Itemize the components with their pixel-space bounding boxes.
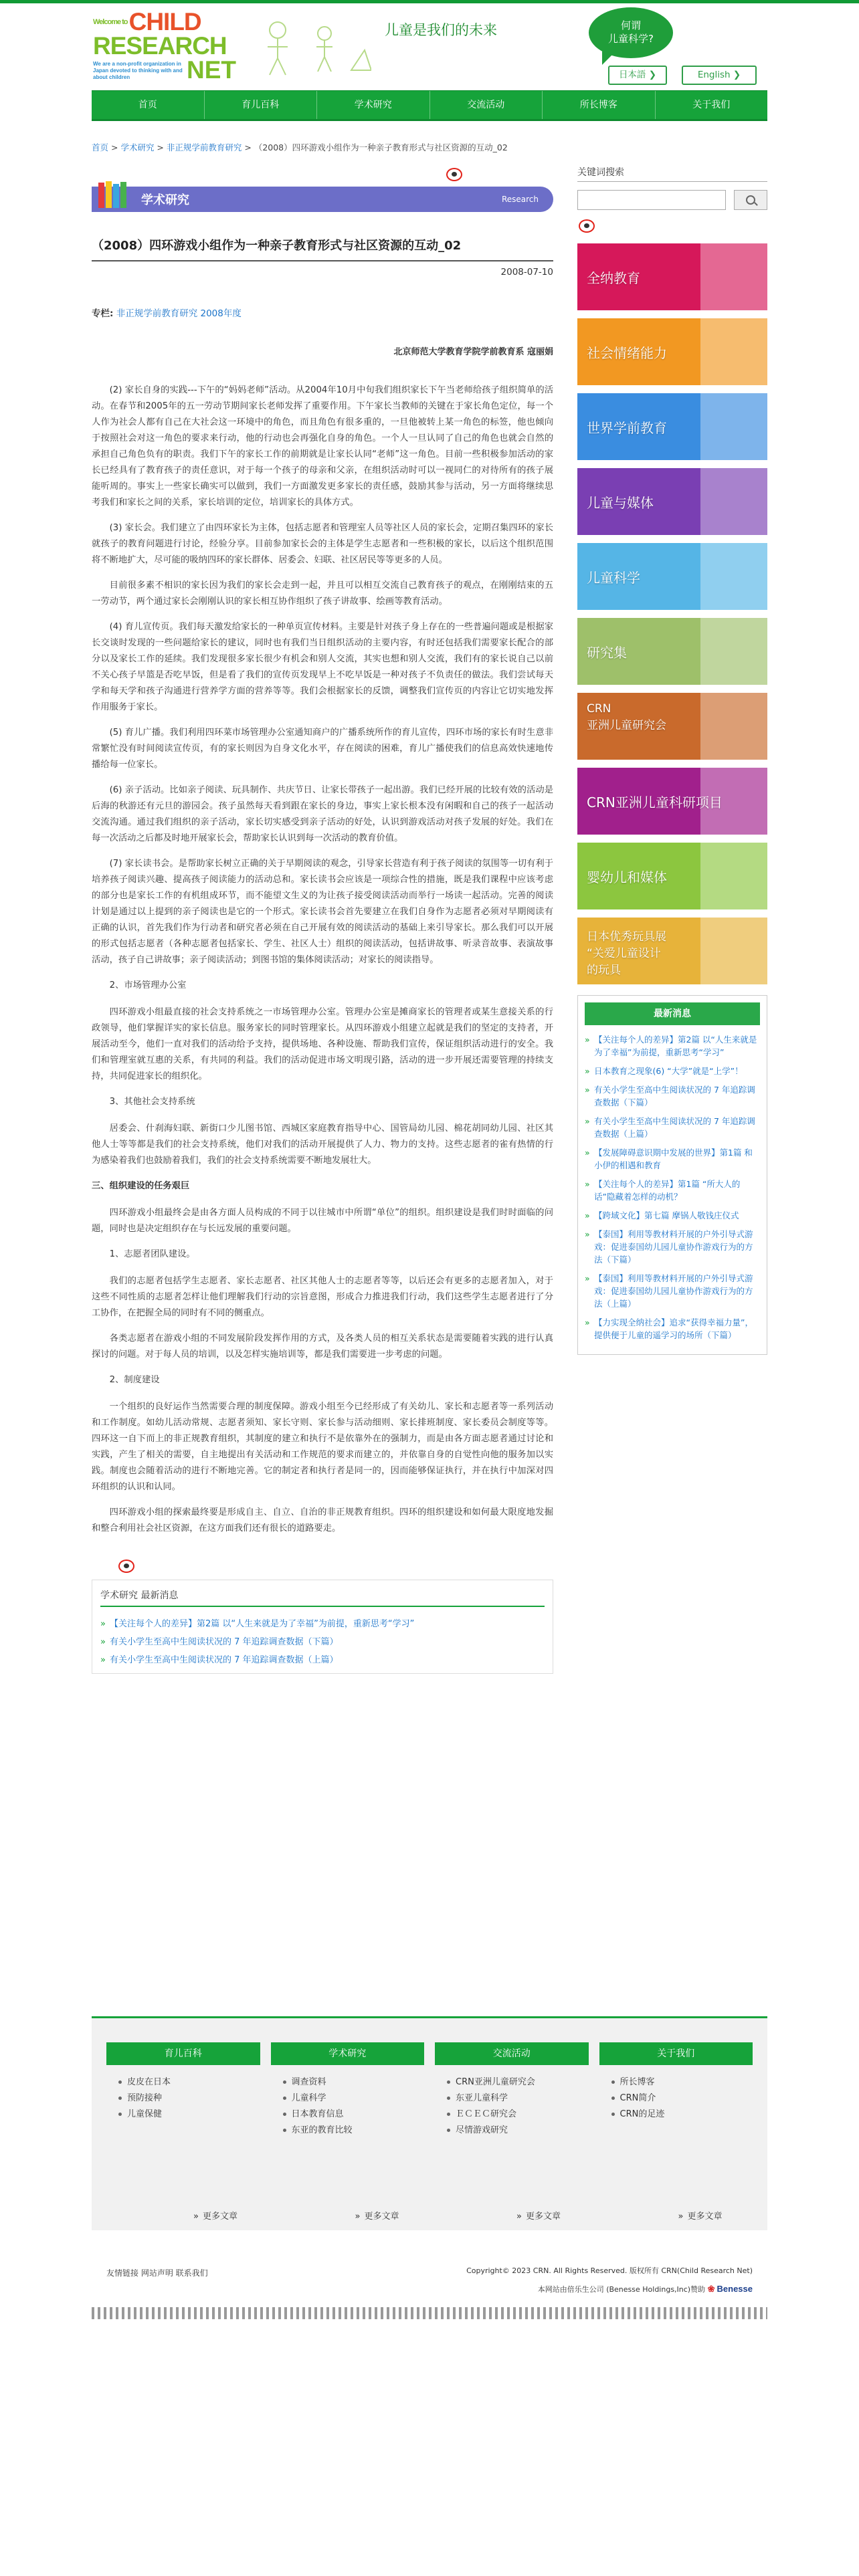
article-paragraph: (2) 家长自身的实践---下午的“妈妈老师”活动。从2004年10月中旬我们组织家长下午当老师给孩子组织简单的活动。在春节和2005年的五一劳动节期间家长老师发挥了重要作用。下午家长当教师的关键在于家长角色定位，每一个人作为社会人都有自己在大社会这一环境中的角色，而且角色有很多重的，一旦他被转上某一角色的标签，他也倾向于按照社会对这一角色的要求来行动，他的行动也会再强化自身的角色。一个人一旦认同了自己的角色也就会自然的承担自己角色负有的职责。我们下午的家长工作的前期就是让家长认同“老师”这一角色。目前一些积极参加活动的家长已经具有了教育孩子的责任意识，对于每一个孩子的母亲和父亲，在组织活动时可以一视同仁的对待所有的孩子展能听周的。事实上一些家长确实可以做到，我们一方面激发更多家长的责任感，鼓励其参与活动，另一方面将继续思考我们和家长之间的关系，家长培训的定位，培训家长的具体方式。 bbox=[92, 385, 553, 508]
sidebar-banner[interactable]: CRN 亚洲儿童研究会 bbox=[577, 693, 767, 760]
nav-exchange[interactable]: 交流活动 bbox=[430, 91, 543, 119]
article-paragraph: 我们的志愿者包括学生志愿者、家长志愿者、社区其他人士的志愿者等等，以后还会有更多的志愿者加入，对于这些不同性质的志愿者怎样让他们理解我们行动的宗旨意图，形成合力推进我们行动，我们这些学生志愿者进行了分工协作，在把握全局的同时有不同的侧重点。 bbox=[92, 1276, 553, 1318]
news-title: 最新消息 bbox=[585, 1002, 760, 1025]
news-item[interactable]: » 【泰国】利用等教材料开展的户外引导式游戏：促进泰国幼儿园儿童协作游戏行为的方法（上篇） bbox=[585, 1272, 760, 1310]
footer-link[interactable]: 儿童保健 bbox=[118, 2107, 260, 2123]
article-paragraph: (5) 育儿广播。我们利用四环菜市场管理办公室通知商户的广播系统所作的育儿宣传，四环市场的家长有时生意非常繁忙没有时间阅读宣传页，有的家长则因为自身文化水平，存在阅读的困难，育儿广播使我们的信息高效快速地传播给每一位家长。 bbox=[92, 728, 553, 770]
nav-research[interactable]: 学术研究 bbox=[317, 91, 430, 119]
more-link[interactable]: » 更多文章 bbox=[268, 2209, 430, 2222]
latest-title: 学术研究 最新消息 bbox=[100, 1588, 545, 1607]
sidebar-banner[interactable]: 全纳教育 bbox=[577, 243, 767, 310]
article-paragraph: (3) 家长会。我们建立了由四环家长为主体，包括志愿者和管理室人员等社区人员的家长会，定期召集四环的家长就孩子的教育问题进行讨论，经验分享。目前参加家长会的主体是学生志愿者和一些积极的家长，以后这个组织范围将不断地扩大，尽可能的吸纳四环的家长群体、居委会、妇联、社区居民等等更多的人员。 bbox=[92, 523, 553, 565]
latest-item[interactable]: » 有关小学生至高中生阅读状况的 7 年追踪调查数据（上篇） bbox=[100, 1651, 545, 1669]
footer-column bbox=[435, 2042, 589, 2139]
footer-link[interactable]: 所长博客 bbox=[611, 2074, 753, 2090]
latest-item[interactable]: » 有关小学生至高中生阅读状况的 7 年追踪调查数据（下篇） bbox=[100, 1633, 545, 1651]
banner-picture bbox=[700, 693, 767, 760]
weibo-icon[interactable] bbox=[446, 168, 462, 181]
article-paragraph: 3、其他社会支持系统 bbox=[109, 1097, 195, 1107]
site-header bbox=[92, 3, 767, 90]
main-nav bbox=[92, 90, 767, 121]
weibo-icon[interactable] bbox=[118, 1560, 134, 1573]
share-bar-bottom bbox=[92, 1557, 553, 1577]
nav-blog[interactable]: 所长博客 bbox=[543, 91, 656, 119]
news-item[interactable]: » 日本教育之现象(6) “大学”就是“上学”！ bbox=[585, 1065, 760, 1077]
article-paragraph: 四环游戏小组最直接的社会支持系统之一市场管理办公室。管理办公室是摊商家长的管理者或某生意接关系的行政领导，他们掌握详实的家长信息。服务家长的同时管理家长。从四环游戏小组建立起就是我们的坚定的支持者，开展活动至今，他们一直对我们的活动给予支持，提供场地、各种设施、帮助我们宣传，保证组织活动进行的安全。我们和管理室就互惠的关系，有共同的利益。我们的活动促进市场文明现引路，活动的进一步开展还需要管理的持续支持，共同促进家长的组织化。 bbox=[92, 1007, 553, 1081]
sidebar-banners bbox=[577, 243, 767, 984]
sidebar-banner[interactable]: CRN亚洲儿童科研项目 bbox=[577, 768, 767, 835]
site-logo[interactable] bbox=[93, 9, 246, 86]
nav-about[interactable]: 关于我们 bbox=[692, 100, 731, 110]
sidebar-banner[interactable]: 世界学前教育 bbox=[577, 393, 767, 460]
article-paragraph: (4) 育儿宣传页。我们每天激发给家长的一种单页宣传材料。主要是针对孩子身上存在的一些普遍问题或是根据家长交谈时发现的一些问题给家长的建议，同时也有我们当日组织活动的主要内容，有时还包括我们需要家长配合的部分以及家长工作的延续。我们发现很多家长很少有机会和别人交流，其实也想和别人交流，我们有的家长说自己以前不关心孩子早篮是否吃早饭，但是看了我们的宣传页发现早上不吃早饭是一种对孩子不负责任的做法。我们尝试每天学和每天学和孩子沟通进行营养学方面的营养等等。我们会根据家长的反馈，调整我们宣传页的内容让它切实地发挥作用服务于家长。 bbox=[92, 622, 553, 712]
footer-link[interactable]: 调查资料 bbox=[283, 2074, 425, 2090]
footer-link[interactable]: CRN亚洲儿童研究会 bbox=[447, 2074, 589, 2090]
news-item[interactable]: » 【跨域文化】第七篇 摩锅人敬钱庄仪式 bbox=[585, 1209, 760, 1222]
footer-column-heading[interactable]: 育儿百科 bbox=[106, 2042, 260, 2065]
footer-link[interactable]: 预防接种 bbox=[118, 2090, 260, 2107]
article-author: 北京师范大学教育学院学前教育系 寇丽娟 bbox=[393, 347, 553, 357]
footer-column-heading[interactable]: 交流活动 bbox=[435, 2042, 589, 2065]
footer-column bbox=[106, 2042, 260, 2139]
article-paragraph: (7) 家长读书会。是帮助家长树立正确的关于早期阅读的观念，引导家长营造有利于孩子阅读的氛围等一切有利于培养孩子阅读兴趣、提高孩子阅读能力的活动总和。家长读书会应该是一项综合性的措施，既是我们课程中应该考虑的部分也是家长工作的有机组成环节，而不能望文生义的为让孩子接受阅读活动而举行一场读一起活动。完善的阅读计划是通过以上提到的亲子阅读也是它的一个形式。家长读书会首先要建立在我们自身作为志愿者必须对早期阅读有正确的认识，首先我们作为行动者和研究者必须在自己开展有效的阅读活动的基础上来引导家长。那么我们可以开展的形式包括志愿者（各种志愿者包括家长、学生、社区人士）组织的阅读活动，包括讲故事、听录音故事、表演故事活动，孩子自己讲故事；亲子阅读活动；到图书馆的集体阅读活动；对家长的阅读指导。 bbox=[92, 859, 553, 965]
nav-parenting[interactable]: 育儿百科 bbox=[205, 91, 318, 119]
banner-picture bbox=[700, 843, 767, 909]
sidebar bbox=[577, 165, 767, 1355]
breadcrumb-current: （2008）四环游戏小组作为一种亲子教育形式与社区资源的互动_02 bbox=[254, 142, 508, 152]
article-paragraph: 1、志愿者团队建设。 bbox=[109, 1249, 195, 1259]
nav-home[interactable]: 首页 bbox=[92, 91, 205, 119]
banner-picture bbox=[700, 543, 767, 610]
logo-child: CHILD bbox=[128, 8, 201, 35]
copyright-text: Copyright© 2023 CRN. All Rights Reserved. 版权所有 CRN(Child Research Net) bbox=[466, 2266, 753, 2275]
news-item[interactable]: » 【力实现全纳社会】追求“获得幸福力量”，提供便于儿童的遥学习的场所（下篇） bbox=[585, 1316, 760, 1341]
news-item[interactable]: » 【发展障碍意识期中发展的世界】第1篇 和小伊的相遇和教育 bbox=[585, 1146, 760, 1172]
footer-link[interactable]: 儿童科学 bbox=[283, 2090, 425, 2107]
news-item[interactable]: » 有关小学生至高中生阅读状况的 7 年追踪调查数据（下篇） bbox=[585, 1083, 760, 1109]
article-paragraph: 一个组织的良好运作当然需要合理的制度保障。游戏小组至今已经形成了有关幼儿、家长和志愿者等一系列活动和工作制度。如幼儿活动常规、志愿者须知、家长守则、家长参与活动细则、家长排班制度、家长委员会制度等等。四环这一自下而上的非正规教育组织，其制度的建立和执行不是依靠外在的强制力，而是由各方面志愿者通过讨论和实践，产生了相关的需要，自主地提出有关活动和工作规范的要求而建立的，并依靠自身的自觉性向他的服务加以实践。制度也会随着活动的进行不断地完善。它的制定者和执行者是同一的，因而能够保证执行，并在执行中加深对四环组织的认识和认同。 bbox=[92, 1402, 553, 1492]
sponsor-text: 本网站由倍乐生公司 (Benesse Holdings,Inc)赞助 bbox=[537, 2285, 706, 2294]
logo-welcome: Welcome to bbox=[93, 18, 129, 26]
article-body bbox=[92, 383, 553, 1537]
english-site-button[interactable]: English ❯ bbox=[682, 66, 757, 85]
what-is-child-science-bubble[interactable]: 何谓 儿童科学? bbox=[589, 7, 673, 58]
article-paragraph: 居委会、什刹海妇联、新街口少儿图书馆、西城区家庭教育指导中心、国管局幼儿园、棉花胡同幼儿园、社区其他人士等等都是我们的社会支持系统，他们对我们的活动开展提供了人力、物力的支持。这些志愿者的雀有热情的行为感染着我们也鼓励着我们，我们的社会支持系统需要不断地发展壮大。 bbox=[92, 1123, 553, 1166]
sidebar-banner[interactable]: 社会情绪能力 bbox=[577, 318, 767, 385]
article-paragraph: 各类志愿者在游戏小组的不同发展阶段发挥作用的方式，及各类人员的相互关系状态是需要随着实践的进行认真探讨的问题。对于每人员的培训，以及怎样实施培训等，都是我们需要进一步考虑的问题。 bbox=[92, 1333, 553, 1360]
people-decoration bbox=[92, 2307, 767, 2319]
banner-picture bbox=[700, 393, 767, 460]
breadcrumb: 首页 > 学术研究 > 非正规学前教育研究 > （2008）四环游戏小组作为一种亲子教育形式与社区资源的互动_02 bbox=[92, 142, 508, 152]
news-box bbox=[577, 995, 767, 1355]
news-item[interactable]: » 有关小学生至高中生阅读状况的 7 年追踪调查数据（上篇） bbox=[585, 1115, 760, 1140]
article-topic: 专栏: 非正规学前教育研究 2008年度 bbox=[92, 308, 242, 319]
article-paragraph: 四环游戏小组最终会是由各方面人员构成的不同于以往城市中所谓“单位”的组织。组织建设是我们时时面临的问题，同时也是决定组织存在与长远发展的重要问题。 bbox=[92, 1208, 553, 1234]
site-footer bbox=[92, 2016, 767, 2230]
share-bar bbox=[92, 165, 553, 184]
article-paragraph: (6) 亲子活动。比如亲子阅读、玩具制作、共庆节日、让家长带孩子一起出游。我们已经开展的比较有效的活动是后海的秋游还有元旦的游园会。孩子虽然每天看到跟在家长的身边，事实上家长根本没有闲暇和自己的孩子一起活动交流沟通。通过我们组织的亲子活动，家长切实感受到亲子活动的好处，认识到游戏活动对孩子发展的好处。我们在每一次活动之后都及时地开展家长会，帮助家长认识到每一次活动的教育价值。 bbox=[92, 785, 553, 843]
footer-link[interactable]: 尽情游戏研究 bbox=[447, 2123, 589, 2139]
footer-link[interactable]: 日本教育信息 bbox=[283, 2107, 425, 2123]
section-title-en: Research bbox=[501, 195, 539, 204]
latest-item[interactable]: » 【关注每个人的差异】第2篇 以“人生来就是为了幸福”为前提，重新思考“学习” bbox=[100, 1615, 545, 1633]
more-link[interactable]: » 更多文章 bbox=[106, 2209, 268, 2222]
more-articles-row bbox=[92, 2209, 767, 2222]
news-item[interactable]: » 【泰国】利用等教材料开展的户外引导式游戏：促进泰国幼儿园儿童协作游戏行为的方法（下篇） bbox=[585, 1228, 760, 1266]
logo-net: NET bbox=[187, 56, 236, 84]
logo-tagline: We are a non-profit organization in Japan devoted to thinking with and about children bbox=[93, 61, 183, 80]
sidebar-banner[interactable]: 婴幼儿和媒体 bbox=[577, 843, 767, 909]
article-paragraph: 目前很多素不相识的家长因为我们的家长会走到一起，并且可以相互交流自己教育孩子的观点，在刚刚结束的五一劳动节，两个通过家长会刚刚认识的家长相互协作组织了孩子讲故事、绘画等教育活动。 bbox=[92, 580, 553, 607]
benesse-logo[interactable]: ❀ Benesse bbox=[707, 2284, 753, 2294]
sidebar-banner[interactable]: 儿童与媒体 bbox=[577, 468, 767, 535]
section-title: 学术研究 bbox=[141, 193, 189, 207]
copyright-bar bbox=[92, 2260, 767, 2307]
banner-picture bbox=[700, 318, 767, 385]
more-link[interactable]: » 更多文章 bbox=[430, 2209, 591, 2222]
section-banner bbox=[92, 187, 553, 212]
footer-link[interactable]: 东亚的教育比较 bbox=[283, 2123, 425, 2139]
main-content bbox=[92, 165, 553, 1674]
footer-column bbox=[271, 2042, 425, 2139]
banner-picture bbox=[700, 918, 767, 984]
article-paragraph: 2、制度建设 bbox=[109, 1375, 160, 1385]
more-link[interactable]: » 更多文章 bbox=[591, 2209, 753, 2222]
news-item[interactable]: » 【关注每个人的差异】第2篇 以“人生来就是为了幸福”为前提，重新思考“学习” bbox=[585, 1033, 760, 1059]
books-icon bbox=[97, 180, 130, 209]
article-date: 2008-07-10 bbox=[500, 267, 553, 278]
logo-research: RESEARCH bbox=[93, 32, 227, 60]
footer-links[interactable]: 友情链接 网站声明 联系我们 bbox=[106, 2268, 208, 2278]
footer-link[interactable]: 皮皮在日本 bbox=[118, 2074, 260, 2090]
sidebar-banner[interactable]: 研究集 bbox=[577, 618, 767, 685]
article-paragraph: 四环游戏小组的探索最终要是形成自主、自立、自治的非正规教育组织。四环的组织建设和如何最大限度地发掘和整合利用社会社区资源，在这方面我们还有很长的道路要走。 bbox=[92, 1507, 553, 1533]
keyword-search-title: 关键词搜索 bbox=[577, 165, 767, 182]
footer-link[interactable]: 东亚儿童科学 bbox=[447, 2090, 589, 2107]
search-button[interactable] bbox=[734, 190, 767, 210]
article-title: （2008）四环游戏小组作为一种亲子教育形式与社区资源的互动_02 bbox=[92, 236, 553, 261]
breadcrumb-nonformal[interactable]: 非正规学前教育研究 bbox=[166, 142, 242, 152]
japanese-site-button[interactable]: 日本語 ❯ bbox=[608, 66, 667, 85]
footer-link[interactable]: CRN简介 bbox=[611, 2090, 753, 2107]
banner-picture bbox=[700, 243, 767, 310]
site-slogan: 儿童是我们的未来 bbox=[385, 22, 497, 38]
sidebar-banner[interactable]: 儿童科学 bbox=[577, 543, 767, 610]
news-item[interactable]: » 【关注每个人的差异】第1篇 “所大人的话”隐藏着怎样的动机？ bbox=[585, 1178, 760, 1203]
footer-link[interactable]: CRN的足迹 bbox=[611, 2107, 753, 2123]
breadcrumb-home[interactable]: 首页 bbox=[92, 142, 109, 152]
search-input[interactable] bbox=[577, 190, 726, 210]
weibo-icon[interactable] bbox=[579, 219, 595, 233]
banner-picture bbox=[700, 468, 767, 535]
article-paragraph: 三、组织建设的任务艰巨 bbox=[92, 1181, 190, 1191]
footer-column bbox=[599, 2042, 753, 2139]
breadcrumb-research[interactable]: 学术研究 bbox=[120, 142, 155, 152]
footer-link[interactable]: ＥＣＥＣ研究会 bbox=[447, 2107, 589, 2123]
footer-column-heading[interactable]: 学术研究 bbox=[271, 2042, 425, 2065]
footer-column-heading[interactable]: 关于我们 bbox=[599, 2042, 753, 2065]
children-drawing-icon bbox=[258, 10, 371, 87]
search-form bbox=[577, 190, 767, 210]
latest-research-box bbox=[92, 1580, 553, 1674]
topic-link[interactable]: 非正规学前教育研究 2008年度 bbox=[116, 308, 242, 319]
sidebar-banner[interactable]: 日本优秀玩具展 “关爱儿童设计 的玩具 bbox=[577, 918, 767, 984]
banner-picture bbox=[700, 618, 767, 685]
article-paragraph: 2、市场管理办公室 bbox=[109, 980, 187, 990]
